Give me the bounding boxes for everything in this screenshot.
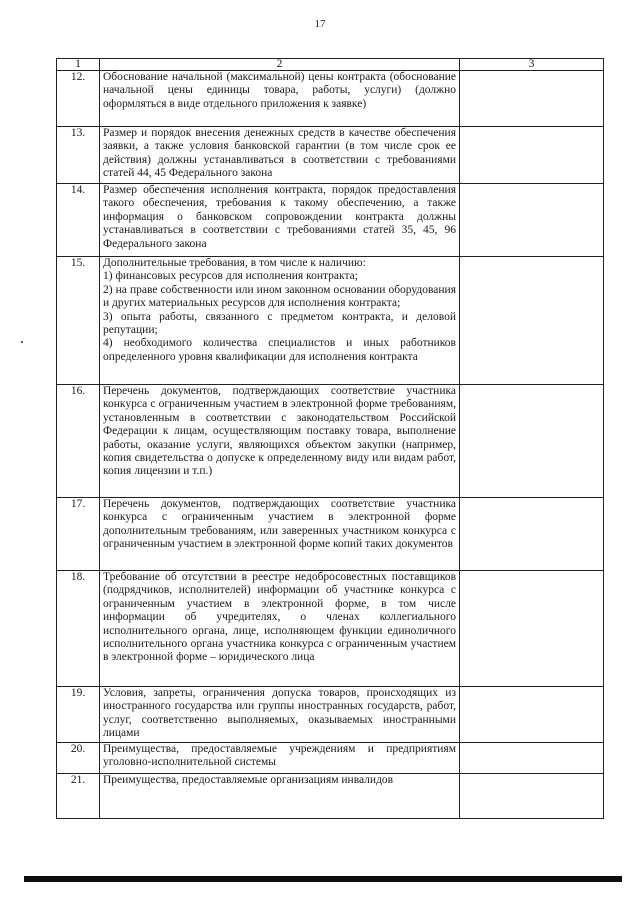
table-row <box>57 687 604 743</box>
row-number: 18. <box>57 571 100 687</box>
scan-mark <box>21 341 23 343</box>
row-value-cell[interactable] <box>460 385 604 498</box>
table-row <box>57 743 604 774</box>
row-value-cell[interactable] <box>460 498 604 571</box>
requirements-table <box>56 58 604 819</box>
row-number: 15. <box>57 257 100 385</box>
row-number: 13. <box>57 127 100 184</box>
row-value-cell[interactable] <box>460 743 604 774</box>
row-number: 14. <box>57 184 100 257</box>
header-col-3: 3 <box>460 59 604 71</box>
row-value-cell[interactable] <box>460 774 604 819</box>
header-row <box>57 59 604 71</box>
row-text <box>100 743 460 774</box>
row-paragraph: Требование об отсутствии в реестре недобросовестных поставщиков (подрядчиков, исполнителей) информации об участнике конкурса с ограниченным участием в электронной форме, в том числе информации об учредителях, о членах коллегиального исполнительного органа, лице, исполняющем функции единоличного исполнительного органа участника конкурса с ограниченным участием в электронной форме – юридического лица <box>103 571 456 664</box>
row-number: 19. <box>57 687 100 743</box>
row-value-cell[interactable] <box>460 257 604 385</box>
row-number: 16. <box>57 385 100 498</box>
row-paragraph: Перечень документов, подтверждающих соответствие участника конкурса с ограниченным участием в электронной форме требованиям, установленным в соответствии с законодательством Российской Федерации к лицам, осуществляющим поставку товара, выполнение работы, оказание услуги, являющихся объектом закупки (например, копия свидетельства о допуске к определенному виду или видам работ, копия лицензии и т.п.) <box>103 385 456 478</box>
bottom-rule <box>24 876 622 882</box>
row-paragraph: 4) необходимого количества специалистов и иных работников определенного уровня квалификации для исполнения контракта <box>103 337 456 363</box>
row-value-cell[interactable] <box>460 127 604 184</box>
row-text <box>100 687 460 743</box>
row-number: 12. <box>57 71 100 127</box>
table-row <box>57 71 604 127</box>
row-text <box>100 385 460 498</box>
row-value-cell[interactable] <box>460 687 604 743</box>
row-paragraph: Преимущества, предоставляемые организациям инвалидов <box>103 774 394 786</box>
row-paragraph: Перечень документов, подтверждающих соответствие участника конкурса с ограниченным участием в электронной форме дополнительным требованиям, или заверенных участником конкурса с ограниченным участием в электронной форме копий таких документов <box>103 498 456 551</box>
row-text <box>100 571 460 687</box>
row-paragraph: Размер и порядок внесения денежных средств в качестве обеспечения заявки, а также условия банковской гарантии (в том числе срок ее действия) должны устанавливаться в соответствии с требованиями статей 44, 45 Федерального закона <box>103 127 456 180</box>
row-text <box>100 127 460 184</box>
row-paragraph: 1) финансовых ресурсов для исполнения контракта; <box>103 270 358 283</box>
row-paragraph: Размер обеспечения исполнения контракта, порядок предоставления такого обеспечения, требования к такому обеспечению, а также информация о банковском сопровождении контракта должны устанавливаться в соответствии с требованиями статей 35, 45, 96 Федерального закона <box>103 184 456 250</box>
row-value-cell[interactable] <box>460 184 604 257</box>
row-text <box>100 71 460 127</box>
row-number: 21. <box>57 774 100 819</box>
row-paragraph: Дополнительные требования, в том числе к наличию: <box>103 257 366 269</box>
row-value-cell[interactable] <box>460 571 604 687</box>
table-row <box>57 184 604 257</box>
row-number: 17. <box>57 498 100 571</box>
table-row <box>57 774 604 819</box>
table-row <box>57 571 604 687</box>
row-text <box>100 774 460 819</box>
row-paragraph: Условия, запреты, ограничения допуска товаров, происходящих из иностранного государства или группы иностранных государств, работ, услуг, соответственно выполняемых, оказываемых иностранными лицами <box>103 687 456 740</box>
row-paragraph: Преимущества, предоставляемые учреждениям и предприятиям уголовно-исполнительной системы <box>103 743 456 769</box>
header-col-2: 2 <box>100 59 460 71</box>
page-number: 17 <box>314 18 326 30</box>
row-paragraph: 3) опыта работы, связанного с предметом контракта, и деловой репутации; <box>103 310 456 337</box>
table-row <box>57 257 604 385</box>
row-number: 20. <box>57 743 100 774</box>
table-row <box>57 127 604 184</box>
row-paragraph: 2) на праве собственности или ином законном основании оборудования и других материальных ресурсов для исполнения контракта; <box>103 283 456 310</box>
table-row <box>57 498 604 571</box>
row-value-cell[interactable] <box>460 71 604 127</box>
header-col-1: 1 <box>57 59 100 71</box>
row-text <box>100 498 460 571</box>
row-text <box>100 257 460 385</box>
row-text <box>100 184 460 257</box>
row-paragraph: Обоснование начальной (максимальной) цены контракта (обоснование начальной цены единицы товара, работы, услуги) (должно оформляться в виде отдельного приложения к заявке) <box>103 71 456 110</box>
table-row <box>57 385 604 498</box>
